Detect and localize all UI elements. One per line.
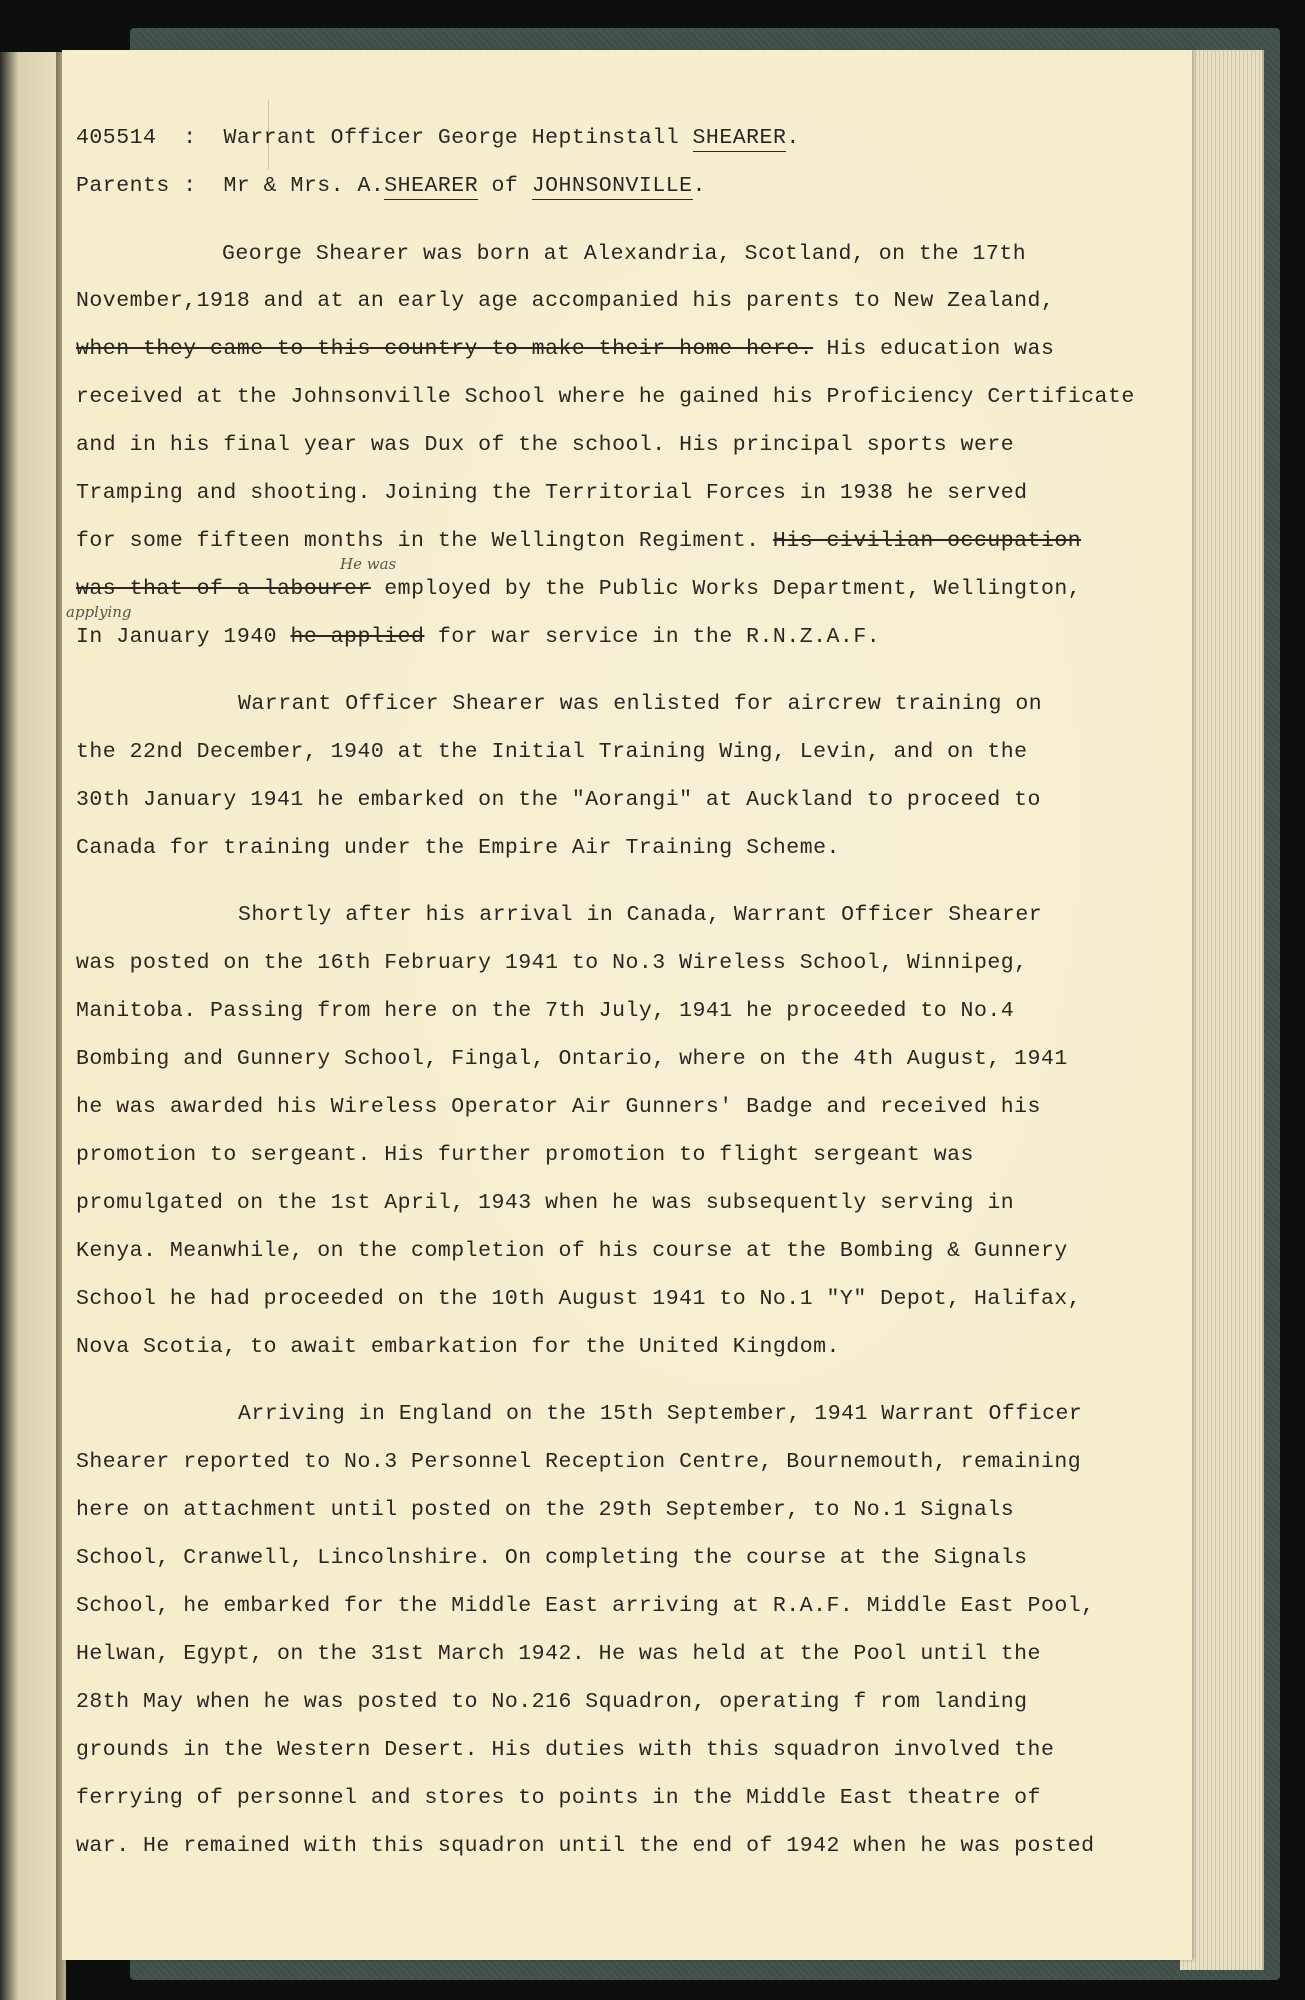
- paragraph-4-line: ferrying of personnel and stores to points in the Middle East theatre of: [76, 1786, 1041, 1810]
- paragraph-2-line: the 22nd December, 1940 at the Initial Training Wing, Levin, and on the: [76, 740, 1028, 764]
- paragraph-1-line: George Shearer was born at Alexandria, Scotland, on the 17th: [222, 242, 1027, 266]
- paragraph-1-line: was that of a labourer employed by the Public Works Department, Wellington,: [76, 577, 1082, 601]
- paragraph-1-line: November,1918 and at an early age accompanied his parents to New Zealand,: [76, 289, 1055, 313]
- paragraph-3-line: promotion to sergeant. His further promotion to flight sergeant was: [76, 1143, 974, 1167]
- paragraph-1-line: In January 1940 he applied for war service in the R.N.Z.A.F.: [76, 625, 881, 649]
- surname: SHEARER: [692, 126, 787, 150]
- paragraph-4-line: war. He remained with this squadron until the end of 1942 when he was posted: [76, 1834, 1095, 1858]
- paragraph-3-line: Manitoba. Passing from here on the 7th July, 1941 he proceeded to No.4: [76, 999, 1015, 1023]
- parents-surname: SHEARER: [384, 174, 479, 198]
- paragraph-4-line: Shearer reported to No.3 Personnel Reception Centre, Bournemouth, remaining: [76, 1450, 1082, 1474]
- handwritten-insertion: He was: [340, 555, 397, 573]
- paragraph-3-line: Nova Scotia, to await embarkation for the United Kingdom.: [76, 1335, 840, 1359]
- struck-text: was that of a labourer: [76, 577, 371, 601]
- paragraph-4-line: Helwan, Egypt, on the 31st March 1942. He was held at the Pool until the: [76, 1642, 1041, 1666]
- paragraph-3-line: was posted on the 16th February 1941 to No.3 Wireless School, Winnipeg,: [76, 951, 1028, 975]
- struck-text: His civilian occupation: [772, 529, 1082, 553]
- paragraph-1-line: and in his final year was Dux of the school. His principal sports were: [76, 433, 1015, 457]
- paragraph-4-line: here on attachment until posted on the 29th September, to No.1 Signals: [76, 1498, 1015, 1522]
- document-page: [62, 50, 1192, 1960]
- paragraph-2-line: Warrant Officer Shearer was enlisted for aircrew training on: [238, 692, 1043, 716]
- paragraph-4-line: 28th May when he was posted to No.216 Squadron, operating f rom landing: [76, 1690, 1028, 1714]
- paragraph-4-line: School, he embarked for the Middle East arriving at R.A.F. Middle East Pool,: [76, 1594, 1095, 1618]
- paragraph-1-line: when they came to this country to make their home here. His education was: [76, 337, 1055, 361]
- parents-label: Parents: [76, 174, 170, 198]
- service-number: 405514: [76, 126, 157, 150]
- paragraph-3-line: he was awarded his Wireless Operator Air Gunners' Badge and received his: [76, 1095, 1041, 1119]
- paragraph-4-line: School, Cranwell, Lincolnshire. On completing the course at the Signals: [76, 1546, 1028, 1570]
- paragraph-4-line: grounds in the Western Desert. His duties with this squadron involved the: [76, 1738, 1055, 1762]
- paragraph-3-line: Shortly after his arrival in Canada, Warrant Officer Shearer: [238, 903, 1043, 927]
- handwritten-insertion: applying: [66, 603, 132, 621]
- previous-page-edge: [0, 52, 62, 2000]
- header-name-line: 405514 : Warrant Officer George Heptinstall SHEARER.: [76, 126, 800, 150]
- paragraph-3-line: School he had proceeded on the 10th August 1941 to No.1 "Y" Depot, Halifax,: [76, 1287, 1082, 1311]
- struck-text: when they came to this country to make their home here.: [76, 337, 814, 361]
- struck-text: he applied: [290, 625, 425, 649]
- parents-town: JOHNSONVILLE: [531, 174, 693, 198]
- page-stack-edge: [1180, 50, 1264, 1970]
- paragraph-3-line: promulgated on the 1st April, 1943 when he was subsequently serving in: [76, 1191, 1015, 1215]
- paragraph-3-line: Kenya. Meanwhile, on the completion of his course at the Bombing & Gunnery: [76, 1239, 1068, 1263]
- paragraph-1-line: for some fifteen months in the Wellington Regiment. His civilian occupation: [76, 529, 1082, 553]
- header-parents-line: Parents : Mr & Mrs. A.SHEARER of JOHNSONVILLE.: [76, 174, 706, 198]
- paragraph-4-line: Arriving in England on the 15th September, 1941 Warrant Officer: [238, 1402, 1083, 1426]
- paragraph-3-line: Bombing and Gunnery School, Fingal, Ontario, where on the 4th August, 1941: [76, 1047, 1068, 1071]
- paragraph-1-line: received at the Johnsonville School where he gained his Proficiency Certificate: [76, 385, 1135, 409]
- paragraph-2-line: 30th January 1941 he embarked on the "Aorangi" at Auckland to proceed to: [76, 788, 1041, 812]
- paragraph-1-line: Tramping and shooting. Joining the Territorial Forces in 1938 he served: [76, 481, 1028, 505]
- paragraph-2-line: Canada for training under the Empire Air Training Scheme.: [76, 836, 840, 860]
